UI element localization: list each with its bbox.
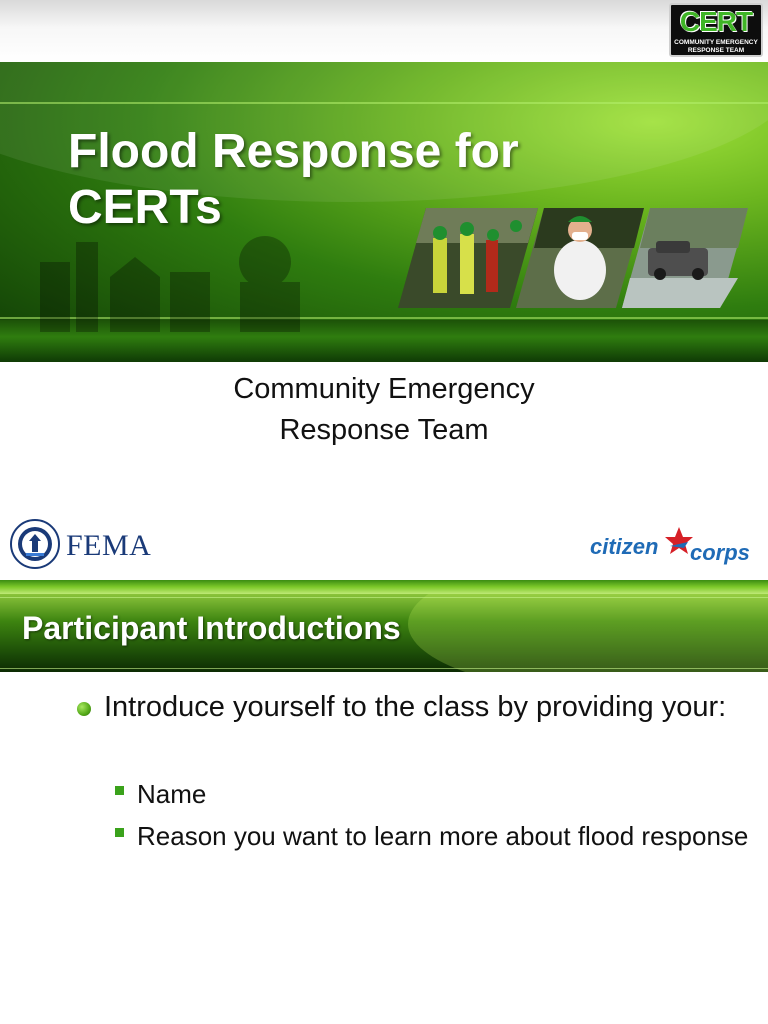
photo-volunteers (398, 208, 538, 308)
cert-logo-line1: COMMUNITY EMERGENCY (674, 39, 758, 46)
square-bullet-icon (115, 786, 124, 795)
sub-bullet: Name (137, 779, 207, 809)
cert-logo-line2: RESPONSE TEAM (687, 47, 745, 54)
photo-flood-truck (622, 208, 748, 308)
top-strip (0, 0, 768, 62)
citizen-corps-word2: corps (690, 540, 750, 565)
slide-title-line2: CERTs (68, 181, 222, 234)
citizen-corps-word1: citizen (590, 534, 659, 559)
photo-strip (398, 208, 748, 308)
slide-subtitle-line2: Response Team (279, 414, 489, 446)
square-bullet-icon (115, 828, 124, 837)
dhs-seal-icon (10, 519, 60, 569)
citizen-corps-logo (590, 526, 760, 566)
main-bullet: Introduce yourself to the class by providing your: (104, 691, 727, 723)
slide-subtitle (0, 369, 768, 451)
cert-logo (669, 3, 763, 57)
slide2-title: Participant Introductions (22, 610, 401, 646)
photo-worker (516, 208, 644, 308)
fema-wordmark: FEMA (66, 529, 152, 562)
slide2-top-bar (0, 580, 768, 594)
city-silhouette-graphic (40, 222, 340, 332)
slide2-header (0, 594, 768, 672)
cert-logo-word: CERT (679, 6, 753, 37)
sub-bullet: Reason you want to learn more about flood response (137, 821, 749, 851)
fema-logo (10, 519, 170, 571)
slide-subtitle-line1: Community Emergency (233, 373, 535, 405)
bullet-dot-icon (77, 702, 91, 716)
title-banner (0, 62, 768, 362)
slide-title-line1: Flood Response for (68, 125, 519, 178)
